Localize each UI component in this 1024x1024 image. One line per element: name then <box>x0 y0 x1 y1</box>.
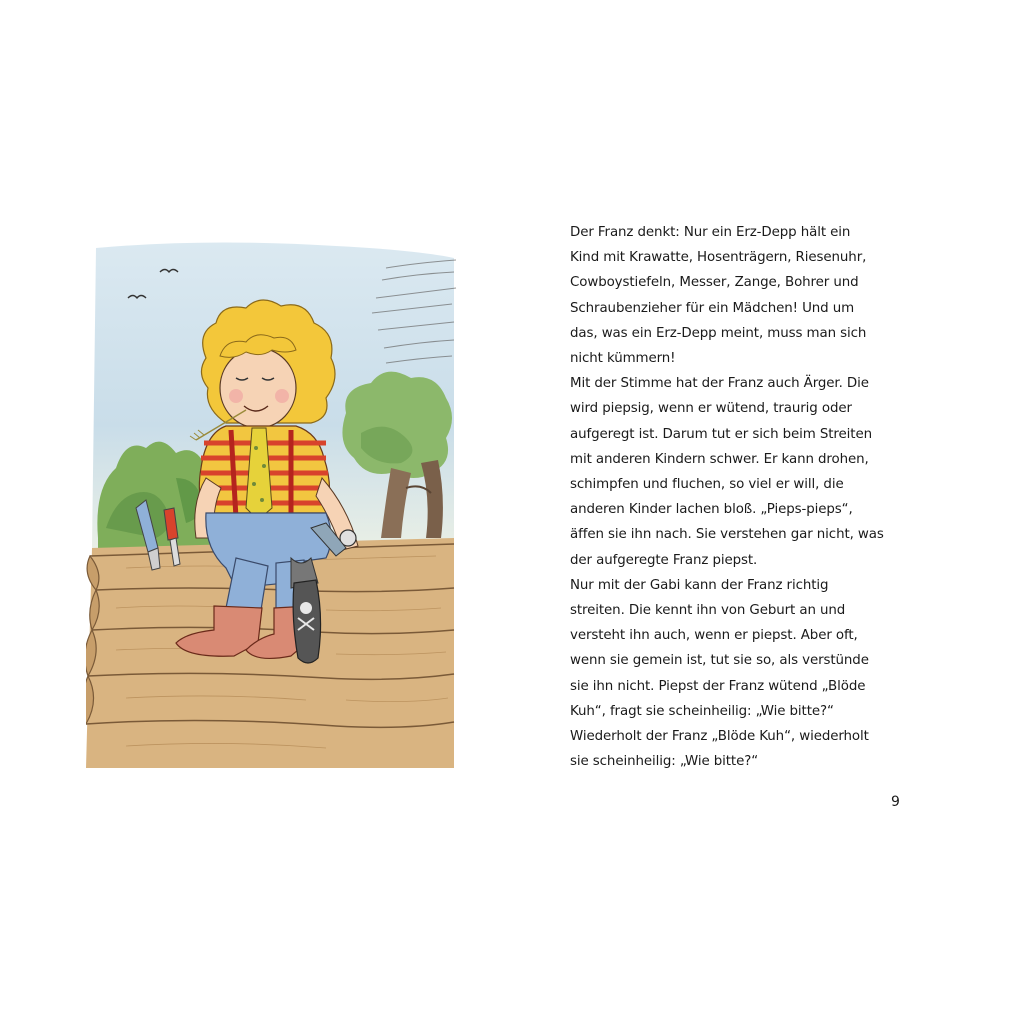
text-line: anderen Kinder lachen bloß. „Pieps-pieps“, <box>570 502 853 518</box>
text-line: nicht kümmern! <box>570 351 676 367</box>
text-line: Schraubenzieher für ein Mädchen! Und um <box>570 300 855 316</box>
text-line: mit anderen Kindern schwer. Er kann drohen, <box>570 451 869 467</box>
page-number: 9 <box>891 794 900 810</box>
text-line: Der Franz denkt: Nur ein Erz-Depp hält ein <box>570 225 851 240</box>
text-line: Wiederholt der Franz „Blöde Kuh“, wiederholt <box>570 729 869 745</box>
text-line: Nur mit der Gabi kann der Franz richtig <box>570 577 829 593</box>
text-line: versteht ihn auch, wenn er piepst. Aber oft, <box>570 628 858 644</box>
illustration-boy-on-log-wall <box>86 238 460 768</box>
text-line: aufgeregt ist. Darum tut er sich beim Streiten <box>570 426 872 442</box>
text-line: äffen sie ihn nach. Sie verstehen gar nicht, was <box>570 527 884 543</box>
text-line: streiten. Die kennt ihn von Geburt an und <box>570 603 846 619</box>
story-text <box>570 220 920 774</box>
text-line: wenn sie gemein ist, tut sie so, als verstünde <box>570 653 869 669</box>
text-line: schimpfen und fluchen, so viel er will, die <box>570 477 844 493</box>
text-line: Kind mit Krawatte, Hosenträgern, Riesenuhr, <box>570 250 867 266</box>
text-line: das, was ein Erz-Depp meint, muss man sich <box>570 325 867 341</box>
text-line: sie ihn nicht. Piepst der Franz wütend „Blöde <box>570 678 866 694</box>
text-line: Kuh“, fragt sie scheinheilig: „Wie bitte?“ <box>570 703 834 719</box>
text-line: sie scheinheilig: „Wie bitte?“ <box>570 754 759 770</box>
text-line: Cowboystiefeln, Messer, Zange, Bohrer und <box>570 275 859 291</box>
text-line: wird piepsig, wenn er wütend, traurig oder <box>570 401 852 417</box>
text-line: Mit der Stimme hat der Franz auch Ärger. Die <box>570 376 869 392</box>
text-line: der aufgeregte Franz piepst. <box>570 552 758 568</box>
